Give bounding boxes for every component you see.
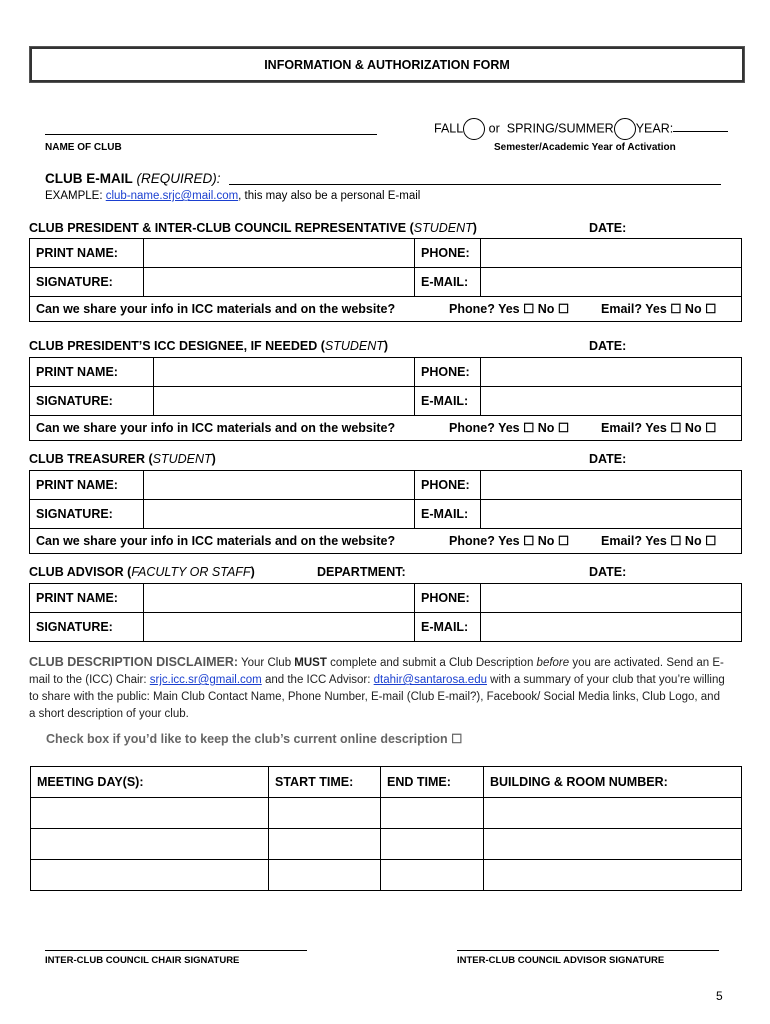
semester-selector bbox=[434, 118, 728, 140]
advisor-signature-line[interactable] bbox=[457, 950, 719, 951]
share-question: Can we share your info in ICC materials and on the website? bbox=[36, 420, 396, 435]
club-email-line[interactable] bbox=[229, 184, 721, 185]
president-date-label: DATE: bbox=[589, 221, 627, 235]
email-example bbox=[45, 190, 420, 202]
designee-name-field[interactable] bbox=[154, 358, 415, 387]
advisor-date-label: DATE: bbox=[589, 565, 627, 579]
president-table bbox=[29, 238, 742, 297]
designee-title: CLUB PRESIDENT’S ICC DESIGNEE bbox=[29, 339, 244, 353]
president-role: STUDENT bbox=[413, 221, 473, 235]
print-name-label: PRINT NAME: bbox=[30, 239, 144, 268]
designee-mid: , IF NEEDED ( bbox=[243, 339, 325, 353]
club-email-row bbox=[45, 171, 221, 186]
end-time-cell[interactable] bbox=[381, 798, 484, 829]
disclaimer-text-4: and the ICC Advisor: bbox=[261, 674, 374, 686]
disclaimer-heading: CLUB DESCRIPTION DISCLAIMER: bbox=[29, 655, 239, 669]
print-name-label: PRINT NAME: bbox=[30, 471, 144, 500]
meeting-day-cell[interactable] bbox=[31, 798, 269, 829]
treasurer-header bbox=[29, 452, 216, 466]
table-row bbox=[31, 829, 742, 860]
club-name-line[interactable] bbox=[45, 134, 377, 135]
start-time-cell[interactable] bbox=[269, 860, 381, 891]
building-room-cell[interactable] bbox=[484, 860, 742, 891]
treasurer-signature-field[interactable] bbox=[144, 500, 415, 529]
phone-label: PHONE: bbox=[415, 358, 481, 387]
building-room-header: BUILDING & ROOM NUMBER: bbox=[484, 767, 742, 798]
advisor-email-field[interactable] bbox=[481, 613, 742, 642]
meeting-day-header: MEETING DAY(S): bbox=[31, 767, 269, 798]
page-number: 5 bbox=[716, 989, 723, 1003]
share-phone[interactable]: Phone? Yes ☐ No ☐ bbox=[449, 421, 570, 435]
signature-label: SIGNATURE: bbox=[30, 387, 154, 416]
treasurer-share-row bbox=[29, 528, 742, 554]
disclaimer-text-3: you are activated. Send an E-mail to the (ICC) Chair: bbox=[29, 657, 724, 686]
treasurer-name-field[interactable] bbox=[144, 471, 415, 500]
phone-label: PHONE: bbox=[415, 471, 481, 500]
treasurer-table bbox=[29, 470, 742, 529]
advisor-email-link[interactable]: dtahir@santarosa.edu bbox=[373, 674, 487, 686]
advisor-signature-field[interactable] bbox=[144, 613, 415, 642]
chair-signature-label: INTER-CLUB COUNCIL CHAIR SIGNATURE bbox=[45, 955, 240, 966]
start-time-cell[interactable] bbox=[269, 829, 381, 860]
meeting-table bbox=[30, 766, 742, 891]
treasurer-phone-field[interactable] bbox=[481, 471, 742, 500]
share-email[interactable]: Email? Yes ☐ No ☐ bbox=[601, 302, 717, 316]
president-header bbox=[29, 221, 477, 235]
year-label: YEAR: bbox=[635, 121, 674, 136]
designee-header bbox=[29, 339, 388, 353]
email-label: E-MAIL: bbox=[415, 500, 481, 529]
signature-label: SIGNATURE: bbox=[30, 500, 144, 529]
fall-circle[interactable] bbox=[463, 118, 485, 140]
share-email[interactable]: Email? Yes ☐ No ☐ bbox=[601, 421, 717, 435]
or-label: or bbox=[488, 121, 500, 136]
meeting-day-cell[interactable] bbox=[31, 860, 269, 891]
start-time-cell[interactable] bbox=[269, 798, 381, 829]
close-paren: ) bbox=[472, 221, 477, 235]
share-phone[interactable]: Phone? Yes ☐ No ☐ bbox=[449, 534, 570, 548]
disclaimer-must: MUST bbox=[294, 657, 327, 669]
president-title: CLUB PRESIDENT & INTER-CLUB COUNCIL REPRESENTATIVE ( bbox=[29, 221, 414, 235]
close-paren: ) bbox=[250, 565, 255, 579]
signature-label: SIGNATURE: bbox=[30, 268, 144, 297]
spring-label: SPRING/SUMMER bbox=[506, 121, 614, 136]
chair-email-link[interactable]: srjc.icc.sr@gmail.com bbox=[149, 674, 262, 686]
president-phone-field[interactable] bbox=[481, 239, 742, 268]
email-label: E-MAIL: bbox=[415, 268, 481, 297]
treasurer-role: STUDENT bbox=[152, 452, 212, 466]
president-share-row bbox=[29, 296, 742, 322]
close-paren: ) bbox=[211, 452, 216, 466]
signature-label: SIGNATURE: bbox=[30, 613, 144, 642]
designee-role: STUDENT bbox=[324, 339, 384, 353]
designee-phone-field[interactable] bbox=[481, 358, 742, 387]
president-name-field[interactable] bbox=[144, 239, 415, 268]
designee-email-field[interactable] bbox=[481, 387, 742, 416]
share-question: Can we share your info in ICC materials and on the website? bbox=[36, 533, 396, 548]
example-link[interactable]: club-name.srjc@mail.com bbox=[105, 190, 239, 202]
share-email[interactable]: Email? Yes ☐ No ☐ bbox=[601, 534, 717, 548]
end-time-cell[interactable] bbox=[381, 860, 484, 891]
name-of-club-label: NAME OF CLUB bbox=[45, 142, 122, 153]
meeting-day-cell[interactable] bbox=[31, 829, 269, 860]
treasurer-email-field[interactable] bbox=[481, 500, 742, 529]
phone-label: PHONE: bbox=[415, 584, 481, 613]
disclaimer-before: before bbox=[536, 657, 570, 669]
example-prefix: EXAMPLE: bbox=[45, 190, 106, 202]
advisor-table bbox=[29, 583, 742, 642]
building-room-cell[interactable] bbox=[484, 798, 742, 829]
president-email-field[interactable] bbox=[481, 268, 742, 297]
disclaimer-text-5: with a summary of your club that you’re willing to share with the public: Main Club Contact Name, Phone Number, E-mail (Club E-mail?), Facebook/ Social Media links, Club Logo, and a short description of your club. bbox=[29, 674, 725, 720]
president-signature-field[interactable] bbox=[144, 268, 415, 297]
phone-label: PHONE: bbox=[415, 239, 481, 268]
print-name-label: PRINT NAME: bbox=[30, 584, 144, 613]
example-suffix: , this may also be a personal E-mail bbox=[238, 190, 421, 202]
designee-share-row bbox=[29, 415, 742, 441]
disclaimer-text-2: complete and submit a Club Description bbox=[326, 657, 537, 669]
disclaimer-text-1: Your Club bbox=[238, 657, 295, 669]
advisor-signature-label: INTER-CLUB COUNCIL ADVISOR SIGNATURE bbox=[457, 955, 665, 966]
email-label: E-MAIL: bbox=[415, 613, 481, 642]
advisor-name-field[interactable] bbox=[144, 584, 415, 613]
description-disclaimer bbox=[29, 654, 729, 723]
treasurer-date-label: DATE: bbox=[589, 452, 627, 466]
email-label: E-MAIL: bbox=[415, 387, 481, 416]
advisor-header bbox=[29, 565, 255, 579]
semester-label: Semester/Academic Year of Activation bbox=[494, 142, 676, 153]
table-row bbox=[31, 798, 742, 829]
treasurer-title: CLUB TREASURER ( bbox=[29, 452, 153, 466]
required-label: (REQUIRED): bbox=[136, 171, 221, 186]
spring-circle[interactable] bbox=[614, 118, 636, 140]
table-row bbox=[31, 860, 742, 891]
designee-signature-field[interactable] bbox=[154, 387, 415, 416]
club-email-label: CLUB E-MAIL bbox=[45, 171, 133, 186]
keep-description-checkbox[interactable]: Check box if you’d like to keep the club’s current online description ☐ bbox=[46, 732, 463, 746]
fall-label: FALL bbox=[434, 121, 464, 136]
share-phone[interactable]: Phone? Yes ☐ No ☐ bbox=[449, 302, 570, 316]
building-room-cell[interactable] bbox=[484, 829, 742, 860]
end-time-header: END TIME: bbox=[381, 767, 484, 798]
start-time-header: START TIME: bbox=[269, 767, 381, 798]
chair-signature-line[interactable] bbox=[45, 950, 307, 951]
year-line[interactable] bbox=[673, 131, 728, 132]
advisor-phone-field[interactable] bbox=[481, 584, 742, 613]
share-question: Can we share your info in ICC materials and on the website? bbox=[36, 301, 396, 316]
department-label: DEPARTMENT: bbox=[317, 565, 406, 579]
advisor-title: CLUB ADVISOR ( bbox=[29, 565, 132, 579]
designee-date-label: DATE: bbox=[589, 339, 627, 353]
print-name-label: PRINT NAME: bbox=[30, 358, 154, 387]
form-title: INFORMATION & AUTHORIZATION FORM bbox=[30, 47, 744, 82]
advisor-role: FACULTY OR STAFF bbox=[131, 565, 251, 579]
close-paren: ) bbox=[383, 339, 389, 353]
designee-table bbox=[29, 357, 742, 416]
end-time-cell[interactable] bbox=[381, 829, 484, 860]
